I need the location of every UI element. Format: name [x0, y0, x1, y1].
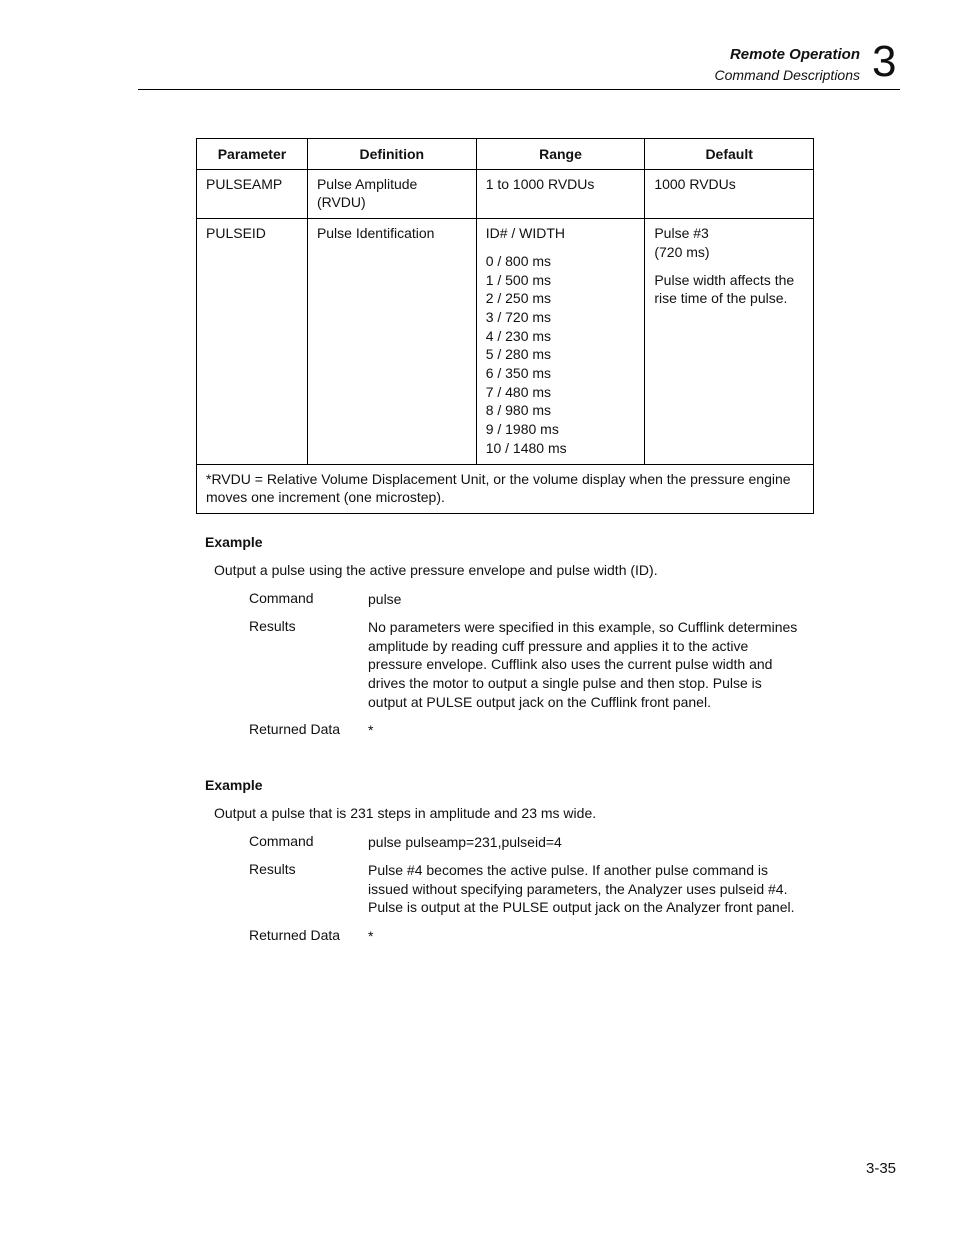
- default-line: Pulse #3: [654, 225, 709, 242]
- default-note: [654, 271, 804, 308]
- default-line: (720 ms): [654, 243, 710, 260]
- range-item: 5 / 280 ms: [485, 346, 552, 363]
- results-line: Pulse is output at the PULSE output jack on the Analyzer front panel.: [368, 899, 795, 916]
- returned-data-value: *: [368, 722, 374, 738]
- results-value: [368, 618, 808, 712]
- range-item: 0 / 800 ms: [485, 252, 552, 269]
- table-row: [197, 219, 814, 464]
- table-row: [197, 169, 814, 218]
- range-item: 9 / 1980 ms: [485, 421, 559, 438]
- definition-line: Pulse Identification: [316, 225, 435, 242]
- range-cell: [476, 219, 645, 464]
- parameter-table: [196, 138, 814, 514]
- footnote-line: moves one increment (one microstep).: [206, 489, 445, 506]
- table-header-row: [197, 139, 814, 170]
- default-note-line: rise time of the pulse.: [654, 290, 788, 307]
- range-item: 3 / 720 ms: [485, 308, 552, 325]
- range-item: 8 / 980 ms: [485, 402, 552, 419]
- results-line: No parameters were specified in this example, so Cufflink determines: [368, 619, 798, 635]
- results-line: drives the motor to output a single pulse and then stop. Pulse is: [368, 675, 762, 692]
- column-header: Default: [645, 139, 814, 170]
- page-number: 3-35: [866, 1160, 897, 1177]
- parameter-cell: PULSEID: [197, 219, 308, 464]
- command-label: Command: [249, 833, 314, 849]
- range-item: 10 / 1480 ms: [485, 439, 567, 456]
- range-item: 6 / 350 ms: [485, 365, 552, 382]
- results-line: Pulse #4 becomes the active pulse. If another pulse command is: [368, 862, 768, 878]
- returned-data-value: *: [368, 928, 374, 944]
- default-line: 1000 RVDUs: [654, 175, 736, 192]
- command-value: pulse: [368, 591, 402, 607]
- column-header: Parameter: [197, 139, 308, 170]
- column-header: Definition: [307, 139, 476, 170]
- footnote-line: *RVDU = Relative Volume Displacement Unit, or the volume display when the pressure engine: [206, 470, 791, 487]
- command-label: Command: [249, 590, 314, 606]
- default-cell: [645, 169, 814, 218]
- default-cell: [645, 219, 814, 464]
- range-item: 1 / 500 ms: [485, 271, 552, 288]
- command-value: pulse pulseamp=231,pulseid=4: [368, 834, 562, 850]
- results-line: output at PULSE output jack on the Cufflink front panel.: [368, 693, 711, 710]
- definition-cell: [307, 169, 476, 218]
- example-description: Output a pulse using the active pressure envelope and pulse width (ID).: [214, 562, 658, 578]
- column-header: Range: [476, 139, 645, 170]
- range-item: 4 / 230 ms: [485, 327, 552, 344]
- chapter-number: 3: [872, 37, 897, 86]
- range-item: 2 / 250 ms: [485, 290, 552, 307]
- header-subtitle: Command Descriptions: [714, 67, 860, 83]
- results-line: amplitude by reading cuff pressure and applies it to the active: [368, 637, 749, 654]
- range-head: ID# / WIDTH: [485, 225, 566, 242]
- results-value: [368, 861, 808, 917]
- header-title: Remote Operation: [729, 46, 860, 63]
- returned-data-label: Returned Data: [249, 927, 341, 943]
- range-cell: [476, 169, 645, 218]
- returned-data-label: Returned Data: [249, 721, 341, 737]
- example-description: Output a pulse that is 231 steps in amplitude and 23 ms wide.: [214, 805, 597, 821]
- table-footnote-row: [197, 464, 814, 513]
- definition-cell: [307, 219, 476, 464]
- example-title: Example: [205, 777, 263, 793]
- results-label: Results: [249, 618, 296, 634]
- definition-line: (RVDU): [316, 194, 366, 211]
- footnote-cell: [197, 464, 814, 513]
- definition-line: Pulse Amplitude: [316, 175, 418, 192]
- example-title: Example: [205, 534, 263, 550]
- parameter-cell: PULSEAMP: [197, 169, 308, 218]
- range-head: 1 to 1000 RVDUs: [485, 175, 595, 192]
- range-item: 7 / 480 ms: [485, 383, 552, 400]
- default-note-line: Pulse width affects the: [654, 271, 795, 288]
- header-rule: [138, 89, 900, 90]
- results-label: Results: [249, 861, 296, 877]
- results-line: issued without specifying parameters, the Analyzer uses pulseid #4.: [368, 880, 788, 897]
- results-line: pressure envelope. Cufflink also uses the current pulse width and: [368, 656, 773, 673]
